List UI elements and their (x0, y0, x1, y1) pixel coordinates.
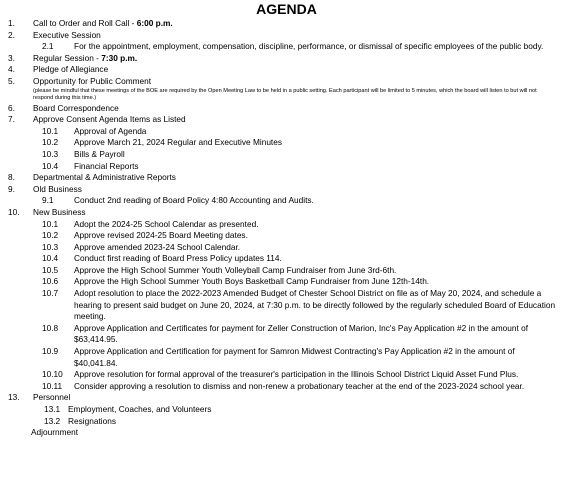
new-business-item (0, 219, 565, 231)
item-number: 5. (8, 75, 15, 86)
sub-item-text: Financial Reports (74, 160, 139, 171)
agenda-item-1 (0, 18, 565, 30)
sub-item-text: Conduct first reading of Board Press Policy updates 114. (74, 253, 282, 264)
item-number: 6. (8, 102, 15, 113)
sub-item-text: Approve resolution for formal approval of the treasurer's participation in the Illinois School District Liquid Asset Fund Plus. (74, 369, 519, 380)
sub-item-number: 10.7 (42, 288, 59, 299)
new-business-item (0, 323, 565, 346)
new-business-item (0, 276, 565, 288)
sub-item-2-1 (0, 41, 565, 53)
old-business-item (0, 195, 565, 207)
sub-item-text: Resignations (68, 415, 116, 426)
item-number: 1. (8, 18, 15, 28)
new-business-item (0, 242, 565, 254)
sub-item-text: Adopt the 2024-25 School Calendar as presented. (74, 218, 259, 229)
new-business-item (0, 288, 565, 323)
consent-item (0, 126, 565, 138)
agenda-item-3 (0, 53, 565, 65)
sub-item-text: Consider approving a resolution to dismiss and non-renew a probationary teacher at the end of the 2023-2024 school year. (74, 380, 525, 391)
item-text: Regular Session - (33, 52, 102, 63)
sub-item-text: Conduct 2nd reading of Board Policy 4:80 Accounting and Audits. (74, 195, 314, 206)
public-comment-note: (please be mindful that these meetings of the BOE are required by the Open Meeting Law to be held in a public setting. Each participant will be limited to 5 minutes, which the board will listen to but will not respond during this time.) (33, 87, 537, 101)
agenda-item-9 (0, 184, 565, 196)
sub-item-number: 10.2 (42, 137, 59, 148)
item-number: 13. (8, 392, 20, 403)
sub-item-number: 10.11 (42, 380, 63, 391)
sub-item-text: Approve March 21, 2024 Regular and Executive Minutes (74, 137, 283, 148)
sub-item-text: Approve revised 2024-25 Board Meeting dates. (74, 230, 248, 241)
agenda-item-5 (0, 76, 565, 88)
agenda-list (0, 18, 565, 439)
sub-item-text: Approve amended 2023-24 School Calendar. (74, 241, 241, 252)
sub-item-text: Adopt resolution to place the 2022-2023 Amended Budget of Chester School District on file as of May 20, 2024, and schedule a hearing to present said budget on June 20, 2024, at 7:30 p.m. to be directly followed by the regularly scheduled Board of Education meeting. (74, 288, 556, 322)
sub-item-number: 10.4 (42, 253, 59, 264)
item-number: 8. (8, 172, 15, 183)
new-business-item (0, 253, 565, 265)
agenda-item-13 (0, 392, 565, 404)
sub-item-number: 10.9 (42, 346, 59, 357)
item-text: Call to Order and Roll Call - (33, 18, 137, 28)
sub-item-number: 10.1 (42, 125, 59, 136)
sub-item-text: For the appointment, employment, compensation, discipline, performance, or dismissal of specific employees of the public body. (74, 41, 544, 52)
item-number: 4. (8, 64, 15, 75)
item-text: Personnel (33, 392, 71, 403)
item-number: 7. (8, 114, 15, 125)
sub-item-number: 13.2 (44, 415, 61, 426)
agenda-item-10 (0, 207, 565, 219)
adjournment: Adjournment (31, 427, 79, 438)
consent-item (0, 149, 565, 161)
new-business-item (0, 230, 565, 242)
item-number: 3. (8, 52, 15, 63)
consent-item (0, 137, 565, 149)
sub-item-number: 10.3 (42, 148, 59, 159)
agenda-item-2 (0, 30, 565, 42)
item-text: Pledge of Allegiance (33, 64, 109, 75)
agenda-item-6 (0, 103, 565, 115)
agenda-item-4 (0, 64, 565, 76)
item-text: Opportunity for Public Comment (33, 75, 152, 86)
item-text: New Business (33, 206, 86, 217)
new-business-item (0, 346, 565, 369)
sub-item-text: Employment, Coaches, and Volunteers (68, 404, 212, 414)
item-text: Old Business (33, 183, 82, 194)
agenda-title: AGENDA (256, 1, 317, 17)
sub-item-text: Approve Application and Certification for payment for Samron Midwest Contracting's Pay Application #2 in the amount of $40,041.84. (74, 346, 515, 368)
item-text: Board Correspondence (33, 102, 119, 113)
agenda-item-7 (0, 114, 565, 126)
sub-item-number: 10.6 (42, 276, 59, 287)
item-text: Executive Session (33, 29, 101, 40)
item-number: 10. (8, 206, 20, 217)
item-time: 7:30 p.m. (101, 52, 138, 63)
sub-item-number: 10.5 (42, 264, 59, 275)
sub-item-number: 9.1 (42, 195, 54, 206)
consent-item (0, 161, 565, 173)
item-number: 2. (8, 29, 15, 40)
item-text: Departmental & Administrative Reports (33, 172, 176, 183)
item-number: 9. (8, 183, 15, 194)
sub-item-number: 10.3 (42, 241, 59, 252)
new-business-item (0, 265, 565, 277)
sub-item-number: 10.4 (42, 160, 59, 171)
sub-item-text: Bills & Payroll (74, 148, 125, 159)
sub-item-number: 10.8 (42, 322, 59, 333)
sub-item-text: Approval of Agenda (74, 125, 147, 136)
sub-item-number: 2.1 (42, 41, 54, 52)
sub-item-number: 13.1 (44, 404, 61, 414)
personnel-item (0, 404, 565, 416)
new-business-item (0, 369, 565, 381)
sub-item-number: 10.10 (42, 369, 63, 380)
personnel-item (0, 416, 565, 428)
agenda-item-8 (0, 172, 565, 184)
item-time: 6:00 p.m. (136, 18, 173, 28)
new-business-item (0, 381, 565, 393)
sub-item-text: Approve Application and Certificates for payment for Zeller Construction of Marion, Inc's Pay Application #2 in the amount of $63,414.95. (74, 322, 529, 345)
sub-item-number: 10.2 (42, 230, 59, 241)
sub-item-number: 10.1 (42, 218, 59, 229)
sub-item-text: Approve the High School Summer Youth Volleyball Camp Fundraiser from June 3rd-6th. (74, 264, 397, 275)
item-text: Approve Consent Agenda Items as Listed (33, 114, 186, 125)
sub-item-text: Approve the High School Summer Youth Boys Basketball Camp Fundraiser from June 12th-14th. (74, 276, 430, 287)
